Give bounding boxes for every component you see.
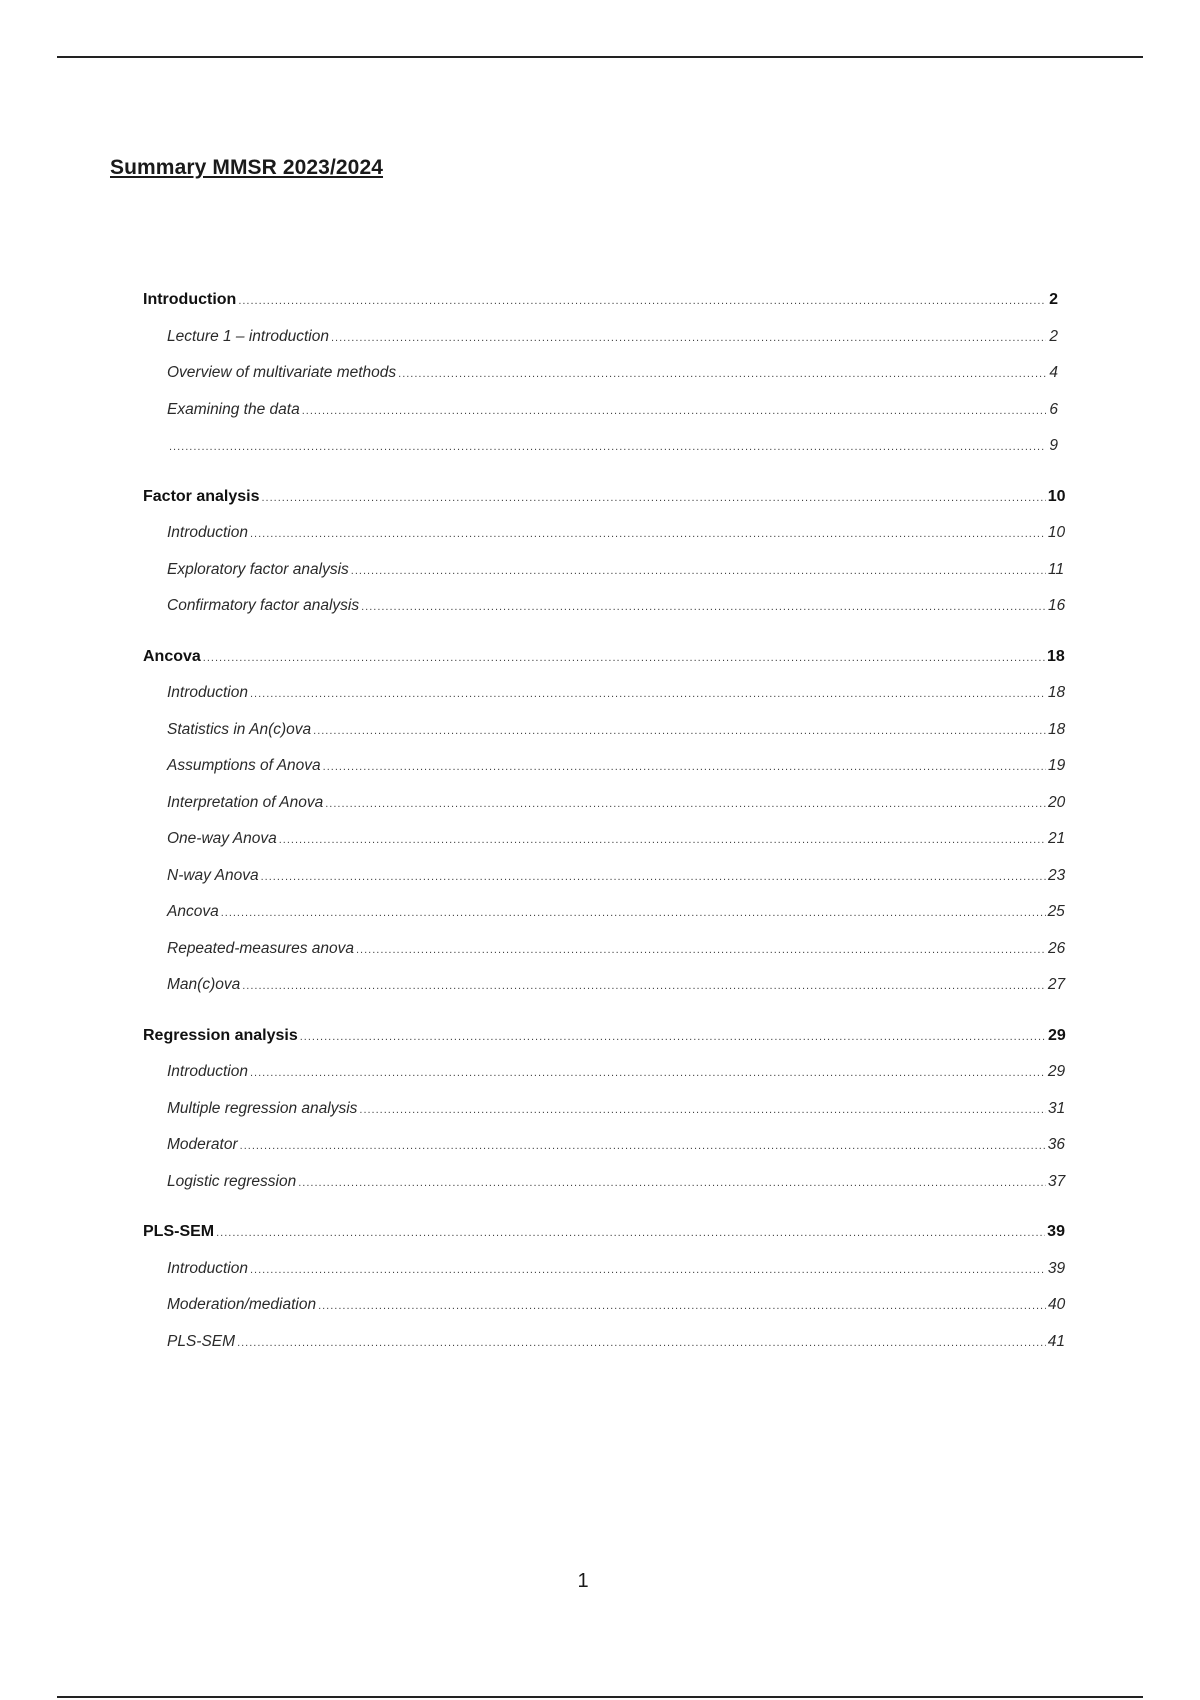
toc-entry-title: Multiple regression analysis: [167, 1099, 358, 1117]
dot-leader: [279, 830, 1046, 850]
toc-section: [143, 1222, 1066, 1368]
toc-entry-title: Introduction: [167, 524, 248, 541]
toc-entry-title: Factor analysis: [143, 487, 260, 505]
toc-entry[interactable]: [143, 436, 1058, 473]
toc-entry-title: PLS-SEM: [143, 1223, 215, 1240]
toc-entry-page: 37: [1048, 1172, 1066, 1190]
toc-entry[interactable]: [143, 902, 1065, 939]
dot-leader: [313, 721, 1046, 741]
dot-leader: [359, 1100, 1046, 1120]
dot-leader: [398, 364, 1046, 384]
dot-leader: [318, 1296, 1046, 1316]
toc-entry[interactable]: [143, 1259, 1066, 1296]
toc-entry-title: Exploratory factor analysis: [167, 560, 349, 578]
toc-entry[interactable]: [143, 793, 1066, 830]
toc-entry-title: Regression analysis: [143, 1026, 298, 1044]
toc-entry-page: 2: [1049, 327, 1058, 345]
toc-entry-page: 10: [1047, 524, 1066, 541]
toc-entry-title: N-way Anova: [167, 866, 259, 884]
dot-leader: [250, 524, 1046, 544]
toc-entry-page: 36: [1047, 1136, 1066, 1153]
dot-leader: [240, 1136, 1046, 1156]
toc-entry[interactable]: [143, 596, 1066, 633]
dot-leader: [302, 401, 1046, 421]
toc-section: [143, 1026, 1066, 1209]
toc-entry[interactable]: [143, 975, 1066, 1012]
toc-entry-title: Moderation/mediation: [167, 1296, 317, 1313]
dot-leader: [331, 328, 1046, 348]
dot-leader: [250, 1063, 1046, 1083]
toc-entry-title: Ancova: [167, 903, 219, 920]
toc-heading[interactable]: [143, 290, 1058, 327]
toc-entry-page: 21: [1048, 830, 1066, 847]
dot-leader: [261, 867, 1046, 887]
toc-entry-page: 41: [1047, 1332, 1066, 1350]
toc-entry-page: 23: [1048, 866, 1066, 884]
toc-entry[interactable]: [143, 363, 1058, 400]
toc-entry-page: 25: [1047, 903, 1065, 920]
toc-entry-title: Examining the data: [167, 400, 300, 418]
dot-leader: [250, 1260, 1046, 1280]
page-number: 1: [577, 1570, 589, 1592]
footer-rule: [57, 1696, 1143, 1698]
toc-entry-title: Assumptions of Anova: [167, 757, 321, 774]
toc-entry-page: 18: [1048, 720, 1066, 738]
toc-entry-page: 16: [1048, 597, 1066, 614]
header-rule: [57, 56, 1143, 58]
dot-leader: [300, 1027, 1046, 1047]
toc-entry-title: Repeated-measures anova: [167, 939, 354, 957]
toc-entry-page: 26: [1048, 939, 1066, 957]
toc-entry-title: Confirmatory factor analysis: [167, 597, 360, 614]
toc-entry[interactable]: [143, 866, 1066, 903]
toc-entry[interactable]: [143, 1135, 1066, 1172]
dot-leader: [323, 757, 1046, 777]
dot-leader: [237, 1333, 1046, 1353]
dot-leader: [351, 561, 1046, 581]
toc-entry-page: 31: [1048, 1099, 1066, 1117]
toc-entry-title: Introduction: [167, 1259, 248, 1277]
toc-entry[interactable]: [143, 1332, 1066, 1369]
toc-entry[interactable]: [143, 1062, 1066, 1099]
table-of-contents: [143, 290, 1066, 1382]
toc-entry-title: Moderator: [167, 1136, 238, 1153]
toc-entry-page: 11: [1048, 560, 1065, 578]
toc-section: [143, 487, 1066, 633]
dot-leader: [216, 1223, 1045, 1243]
dot-leader: [262, 488, 1046, 508]
toc-entry-page: 6: [1049, 400, 1058, 418]
dot-leader: [238, 291, 1046, 311]
dot-leader: [221, 903, 1046, 923]
toc-entry-page: 18: [1047, 647, 1065, 665]
toc-entry-title: One-way Anova: [167, 830, 277, 847]
toc-entry-title: Introduction: [167, 684, 248, 701]
toc-entry-title: PLS-SEM: [167, 1332, 236, 1350]
toc-entry-page: 27: [1047, 976, 1066, 993]
dot-leader: [325, 794, 1046, 814]
toc-entry[interactable]: [143, 829, 1066, 866]
toc-entry-title: Ancova: [143, 647, 201, 665]
toc-heading[interactable]: [143, 1222, 1065, 1259]
toc-entry[interactable]: [143, 683, 1066, 720]
toc-entry-page: 9: [1049, 437, 1058, 454]
toc-entry[interactable]: [143, 720, 1066, 757]
toc-entry-title: Man(c)ova: [167, 976, 241, 993]
toc-entry-page: 29: [1048, 1026, 1066, 1044]
toc-entry[interactable]: [143, 327, 1058, 364]
toc-entry-page: 40: [1048, 1296, 1066, 1313]
document-title: Summary MMSR 2023/2024: [110, 156, 384, 179]
toc-entry-page: 18: [1047, 684, 1066, 701]
toc-entry-page: 39: [1047, 1259, 1066, 1277]
toc-entry[interactable]: [143, 1172, 1066, 1209]
dot-leader: [203, 648, 1045, 668]
toc-entry[interactable]: [143, 560, 1065, 597]
toc-entry-page: 10: [1047, 487, 1066, 505]
toc-entry-title: Interpretation of Anova: [167, 793, 324, 811]
toc-entry-title: Statistics in An(c)ova: [167, 720, 312, 738]
toc-heading[interactable]: [143, 487, 1066, 524]
toc-entry-page: 2: [1049, 291, 1058, 308]
toc-entry-title: Introduction: [167, 1063, 248, 1080]
dot-leader: [242, 976, 1046, 996]
toc-entry-page: 29: [1047, 1063, 1066, 1080]
toc-entry-title: Lecture 1 – introduction: [167, 327, 329, 345]
toc-entry-page: 19: [1048, 757, 1066, 774]
toc-entry[interactable]: [143, 1295, 1066, 1332]
toc-section: [143, 647, 1066, 1012]
toc-entry-page: 4: [1049, 364, 1058, 381]
dot-leader: [361, 597, 1046, 617]
toc-section: [143, 290, 1058, 473]
toc-entry[interactable]: [143, 756, 1066, 793]
toc-entry-page: 39: [1047, 1223, 1065, 1240]
toc-entry-title: Introduction: [143, 291, 237, 308]
toc-heading[interactable]: [143, 647, 1065, 684]
toc-entry[interactable]: [143, 939, 1066, 976]
toc-entry[interactable]: [143, 523, 1066, 560]
toc-entry-title: Overview of multivariate methods: [167, 364, 397, 381]
toc-heading[interactable]: [143, 1026, 1066, 1063]
toc-entry-page: 20: [1048, 793, 1066, 811]
toc-entry[interactable]: [143, 1099, 1066, 1136]
toc-entry-title: Logistic regression: [167, 1172, 297, 1190]
dot-leader: [298, 1173, 1046, 1193]
dot-leader: [356, 940, 1046, 960]
dot-leader: [250, 684, 1046, 704]
toc-entry[interactable]: [143, 400, 1058, 437]
dot-leader: [169, 437, 1046, 457]
